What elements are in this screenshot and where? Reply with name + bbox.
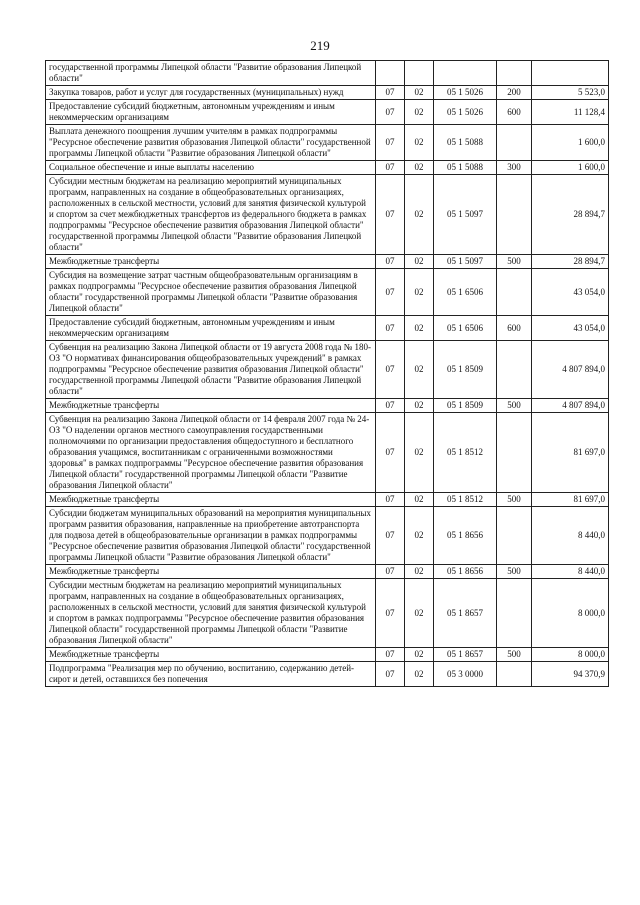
row-expense-type: 500 (497, 255, 532, 269)
row-subsection: 02 (405, 565, 434, 579)
row-section: 07 (376, 255, 405, 269)
row-amount: 11 128,4 (532, 100, 609, 125)
table-row (46, 341, 609, 399)
row-section (376, 61, 405, 86)
row-expense-type: 500 (497, 493, 532, 507)
row-name: Закупка товаров, работ и услуг для государственных (муниципальных) нужд (46, 86, 376, 100)
row-expense-type: 300 (497, 161, 532, 175)
row-target-item: 05 1 5088 (434, 125, 497, 161)
row-name: Выплата денежного поощрения лучшим учителям в рамках подпрограммы "Ресурсное обеспечение развития образования Липецкой области" государственной программы Липецкой области "Развитие образования Липецкой области" (46, 125, 376, 161)
row-section: 07 (376, 662, 405, 687)
row-name: Межбюджетные трансферты (46, 648, 376, 662)
row-section: 07 (376, 316, 405, 341)
row-section: 07 (376, 161, 405, 175)
table-row (46, 269, 609, 316)
row-name: Субвенция на реализацию Закона Липецкой области от 19 августа 2008 года № 180-ОЗ "О нормативах финансирования общеобразовательных учреждений" в рамках подпрограммы "Ресурсное обеспечение развития образования Липецкой области" государственной программы Липецкой области "Развитие образования Липецкой области" (46, 341, 376, 399)
row-amount: 8 440,0 (532, 565, 609, 579)
row-amount: 5 523,0 (532, 86, 609, 100)
row-amount: 28 894,7 (532, 175, 609, 255)
table-row (46, 161, 609, 175)
table-row (46, 399, 609, 413)
table-row (46, 507, 609, 565)
row-target-item: 05 1 5097 (434, 175, 497, 255)
table-row (46, 413, 609, 493)
row-name: Межбюджетные трансферты (46, 399, 376, 413)
row-section: 07 (376, 125, 405, 161)
row-target-item: 05 1 8509 (434, 399, 497, 413)
row-name: Субсидия на возмещение затрат частным общеобразовательным организациям в рамках подпрограммы "Ресурсное обеспечение развития образования Липецкой области" государственной программы Липецкой области "Развитие образования Липецкой области" (46, 269, 376, 316)
row-target-item: 05 1 5097 (434, 255, 497, 269)
row-amount: 8 000,0 (532, 579, 609, 648)
row-target-item: 05 1 8657 (434, 648, 497, 662)
row-target-item: 05 3 0000 (434, 662, 497, 687)
row-section: 07 (376, 413, 405, 493)
row-subsection: 02 (405, 255, 434, 269)
row-section: 07 (376, 507, 405, 565)
row-name: Предоставление субсидий бюджетным, автономным учреждениям и иным некоммерческим организациям (46, 100, 376, 125)
row-target-item: 05 1 6506 (434, 316, 497, 341)
row-section: 07 (376, 579, 405, 648)
row-target-item: 05 1 5088 (434, 161, 497, 175)
row-target-item: 05 1 6506 (434, 269, 497, 316)
table-row (46, 579, 609, 648)
row-expense-type (497, 413, 532, 493)
table-row (46, 565, 609, 579)
row-section: 07 (376, 493, 405, 507)
row-amount: 4 807 894,0 (532, 341, 609, 399)
row-section: 07 (376, 565, 405, 579)
row-section: 07 (376, 86, 405, 100)
row-expense-type: 600 (497, 316, 532, 341)
row-subsection: 02 (405, 175, 434, 255)
row-name: Предоставление субсидий бюджетным, автономным учреждениям и иным некоммерческим организациям (46, 316, 376, 341)
page-number: 219 (310, 38, 330, 53)
row-expense-type: 200 (497, 86, 532, 100)
row-section: 07 (376, 399, 405, 413)
row-subsection: 02 (405, 269, 434, 316)
row-subsection: 02 (405, 507, 434, 565)
row-expense-type: 600 (497, 100, 532, 125)
row-amount: 28 894,7 (532, 255, 609, 269)
row-target-item (434, 61, 497, 86)
row-amount: 81 697,0 (532, 493, 609, 507)
row-expense-type: 500 (497, 399, 532, 413)
row-name: Субсидии местным бюджетам на реализацию мероприятий муниципальных программ, направленных на создание в общеобразовательных организациях, расположенных в сельской местности, условий для занятия физической культурой и спортом за счет межбюджетных трансфертов из федерального бюджета в рамках подпрограммы "Ресурсное обеспечение развития образования Липецкой области" государственной программы Липецкой области "Развитие образования Липецкой области" (46, 175, 376, 255)
row-subsection: 02 (405, 161, 434, 175)
row-section: 07 (376, 269, 405, 316)
row-subsection: 02 (405, 579, 434, 648)
row-name: государственной программы Липецкой области "Развитие образования Липецкой области" (46, 61, 376, 86)
row-target-item: 05 1 8512 (434, 493, 497, 507)
row-target-item: 05 1 8512 (434, 413, 497, 493)
row-name: Субвенция на реализацию Закона Липецкой области от 14 февраля 2007 года № 24-ОЗ "О наделении органов местного самоуправления государственными полномочиями по организации предоставления общедоступного и бесплатного образования учащимся, воспитанникам с ограниченными возможностями здоровья" в рамках подпрограммы "Ресурсное обеспечение развития образования Липецкой области" государственной программы Липецкой области "Развитие образования Липецкой области" (46, 413, 376, 493)
table-row (46, 125, 609, 161)
row-subsection: 02 (405, 86, 434, 100)
row-subsection: 02 (405, 316, 434, 341)
row-amount: 4 807 894,0 (532, 399, 609, 413)
row-target-item: 05 1 5026 (434, 86, 497, 100)
table-row (46, 100, 609, 125)
row-subsection (405, 61, 434, 86)
row-amount (532, 61, 609, 86)
row-expense-type (497, 507, 532, 565)
table-row (46, 493, 609, 507)
row-subsection: 02 (405, 399, 434, 413)
row-amount: 8 440,0 (532, 507, 609, 565)
budget-table (45, 60, 609, 687)
row-subsection: 02 (405, 493, 434, 507)
row-name: Социальное обеспечение и иные выплаты населению (46, 161, 376, 175)
table-row (46, 662, 609, 687)
table-row (46, 61, 609, 86)
row-expense-type (497, 61, 532, 86)
row-section: 07 (376, 648, 405, 662)
row-name: Субсидии бюджетам муниципальных образований на мероприятия муниципальных программ развития образования, направленные на приобретение автотранспорта для подвоза детей в общеобразовательные организации в рамках подпрограммы "Ресурсное обеспечение развития образования Липецкой области" государственной программы Липецкой области "Развитие образования Липецкой области" (46, 507, 376, 565)
row-expense-type (497, 341, 532, 399)
row-target-item: 05 1 8509 (434, 341, 497, 399)
row-amount: 94 370,9 (532, 662, 609, 687)
table-row (46, 255, 609, 269)
row-amount: 1 600,0 (532, 161, 609, 175)
row-target-item: 05 1 8656 (434, 507, 497, 565)
row-section: 07 (376, 341, 405, 399)
row-subsection: 02 (405, 100, 434, 125)
row-target-item: 05 1 5026 (434, 100, 497, 125)
row-section: 07 (376, 100, 405, 125)
row-subsection: 02 (405, 341, 434, 399)
row-expense-type (497, 662, 532, 687)
row-name: Межбюджетные трансферты (46, 565, 376, 579)
row-name: Подпрограмма "Реализация мер по обучению, воспитанию, содержанию детей-сирот и детей, оставшихся без попечения (46, 662, 376, 687)
table-row (46, 86, 609, 100)
row-expense-type: 500 (497, 565, 532, 579)
row-subsection: 02 (405, 413, 434, 493)
row-name: Межбюджетные трансферты (46, 255, 376, 269)
row-amount: 81 697,0 (532, 413, 609, 493)
row-amount: 8 000,0 (532, 648, 609, 662)
row-amount: 1 600,0 (532, 125, 609, 161)
row-name: Субсидии местным бюджетам на реализацию мероприятий муниципальных программ, направленных на создание в общеобразовательных организациях, расположенных в сельской местности, условий для занятия физической культурой и спортом в рамках подпрограммы "Ресурсное обеспечение развития образования Липецкой области" государственной программы Липецкой области "Развитие образования Липецкой области" (46, 579, 376, 648)
budget-table-body (46, 61, 609, 687)
row-subsection: 02 (405, 125, 434, 161)
row-expense-type (497, 579, 532, 648)
table-row (46, 648, 609, 662)
row-name: Межбюджетные трансферты (46, 493, 376, 507)
row-section: 07 (376, 175, 405, 255)
row-subsection: 02 (405, 662, 434, 687)
row-subsection: 02 (405, 648, 434, 662)
row-target-item: 05 1 8657 (434, 579, 497, 648)
table-row (46, 316, 609, 341)
table-row (46, 175, 609, 255)
row-amount: 43 054,0 (532, 269, 609, 316)
row-expense-type: 500 (497, 648, 532, 662)
row-expense-type (497, 175, 532, 255)
row-expense-type (497, 125, 532, 161)
row-expense-type (497, 269, 532, 316)
row-amount: 43 054,0 (532, 316, 609, 341)
row-target-item: 05 1 8656 (434, 565, 497, 579)
